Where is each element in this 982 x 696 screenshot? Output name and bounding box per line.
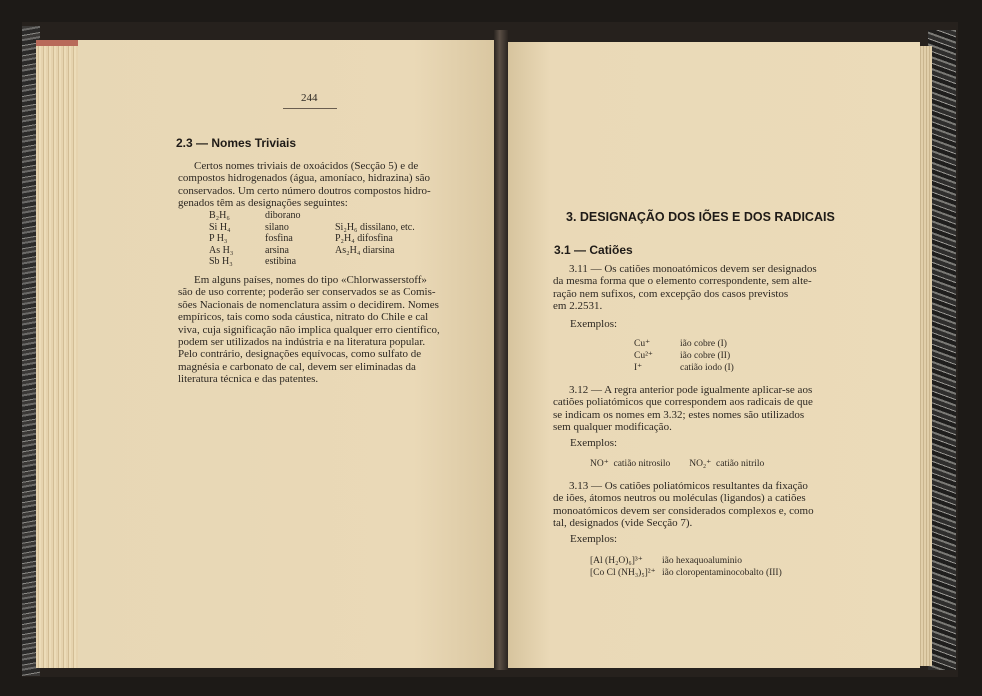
paragraph-3-13 [553,480,825,530]
formula: Sb H₃ [209,256,233,267]
example-row [590,567,782,579]
example-row [590,555,782,567]
page-number-rule [283,108,337,109]
text-line: ração nem sufixos, com excepção dos casos previstos [553,287,789,300]
examples-label-2: Exemplos: [570,437,618,449]
text-line: literatura técnica e das patentes. [178,373,319,386]
text-line: de iões, átomos neutros ou moléculas (ligandos) a catiões [553,492,806,505]
examples-1 [634,338,734,374]
formula: Cu⁺ [634,339,651,349]
text-line: Pelo contrário, designações equívocas, como sulfato de [178,348,422,361]
extra: P₂H₄ difosfina [335,233,393,244]
name: arsina [265,244,289,256]
text-line: sões Nacionais de nomenclatura assim o decidirem. Nomes [178,298,439,311]
name: ião cobre (II) [680,351,731,361]
page-edges-right [918,46,932,666]
red-edge-strip [36,40,80,46]
text-line: tal, designados (vide Secção 7). [553,517,693,530]
page-number: 244 [301,92,318,104]
text-line: são de uso corrente; poderão ser conservados se as Comis- [178,286,436,299]
section-title-3-1: 3.1 — Catiões [554,243,633,257]
extra: As₂H₄ diarsina [335,244,395,256]
book-gutter [494,30,508,670]
text-line: empíricos, tais como soda cáustica, nitrato do Chile e cal [178,311,429,324]
name: diborano [265,210,301,221]
table-row [209,256,415,268]
text-line: viva, cuja significação não implica qualquer erro científico, [178,323,440,336]
formula: B₂H₆ [209,210,230,221]
paragraph-nomes-triviais [178,160,446,210]
paragraph-3-11 [553,263,825,313]
formula: P H₃ [209,233,228,244]
examples-label-1: Exemplos: [570,318,618,330]
extra: Si₂H₆ dissilano, etc. [335,221,415,233]
formula: [Al (H₂O)₆]³⁺ [590,556,643,566]
examples-2: NO⁺ catião nitrosilo NO₂⁺ catião nitrilo [590,459,765,469]
text-line: Em alguns países, nomes do tipo «Chlorwasserstoff» [194,274,427,286]
text-line: podem ser utilizados na indústria e na literatura popular. [178,336,426,349]
name: ião cloropentaminocobalto (III) [662,568,782,578]
hydride-table [209,210,415,268]
paragraph-3-12 [553,384,825,434]
paragraph-alguns-paises [178,274,446,386]
formula: [Co Cl (NH₃)₅]²⁺ [590,568,656,578]
name: ião hexaquoaluminio [662,556,742,566]
page-edges-left [36,40,82,668]
formula: Si H₄ [209,221,231,233]
table-row [209,245,415,257]
formula: As H₃ [209,244,234,256]
example-row [634,338,734,350]
text-line: magnésia e carbonato de cal, devem ser eliminadas da [178,360,416,373]
example-row [634,362,734,374]
text-line: Certos nomes triviais de oxoácidos (Secção 5) e de [194,160,419,172]
name: ião cobre (I) [680,339,727,349]
text-line: compostos hidrogenados (água, amoníaco, hidrazina) são [178,172,431,185]
name: silano [265,221,289,233]
formula: Cu²⁺ [634,351,653,361]
text-line: genados têm as designações seguintes: [178,197,348,210]
text-line: catiões poliatómicos que correspondem aos radicais de que [553,396,813,409]
examples-label-3: Exemplos: [570,533,618,545]
chapter-title: 3. DESIGNAÇÃO DOS IÕES E DOS RADICAIS [566,210,835,224]
text-line: conservados. Um certo número doutros compostos hidro- [178,184,431,197]
table-row [209,210,415,222]
name: catião iodo (I) [680,363,734,373]
section-title-2-3: 2.3 — Nomes Triviais [176,136,297,150]
example-row [634,350,734,362]
text-line: da mesma forma que o elemento correspondente, sem alte- [553,275,812,288]
text-line: sem qualquer modificação. [553,421,672,434]
marbled-cover-right [928,30,956,670]
examples-3 [590,555,782,579]
table-row [209,222,415,234]
text-line: em 2.2531. [553,300,603,313]
name: estibina [265,256,297,267]
table-row [209,233,415,245]
text-line: 3.12 — A regra anterior pode igualmente aplicar-se aos [569,384,813,396]
text-line: monoatómicos devem ser considerados complexos e, como [553,504,814,517]
text-line: 3.11 — Os catiões monoatómicos devem ser designados [569,263,817,275]
text-line: 3.13 — Os catiões poliatómicos resultantes da fixação [569,480,808,492]
name: fosfina [265,233,293,244]
formula: I⁺ [634,363,643,373]
text-line: se indicam os nomes em 3.32; estes nomes são utilizados [553,408,805,421]
